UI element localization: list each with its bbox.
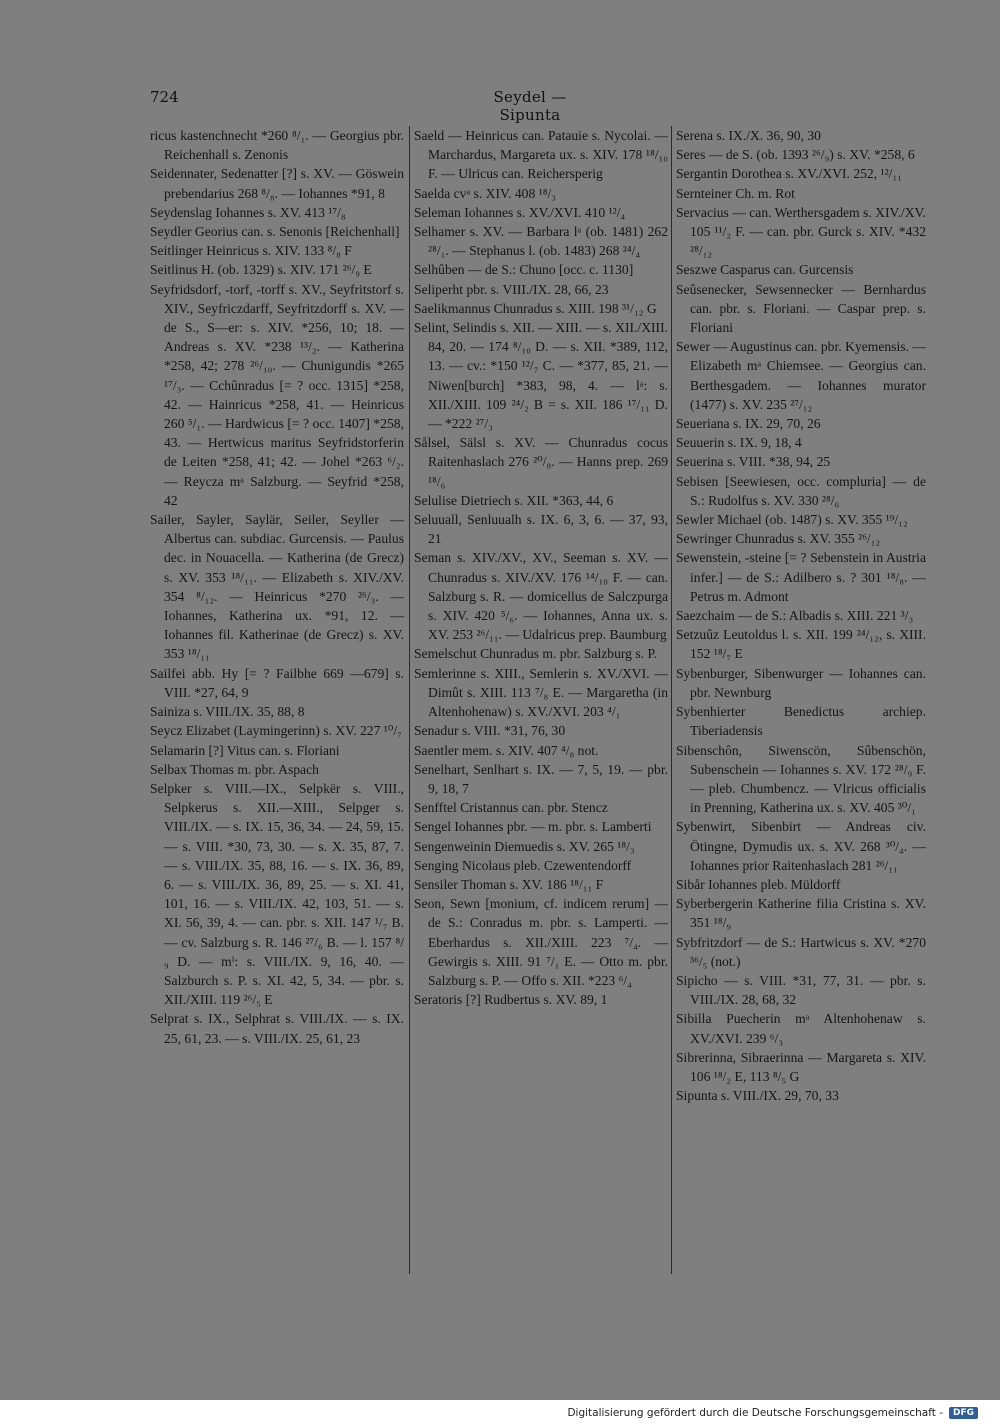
column-2: [414, 126, 668, 1009]
index-entry: Semelschut Chunradus m. pbr. Salzburg s. P.: [414, 646, 657, 662]
funding-notice: Digitalisierung gefördert durch die Deutsche Forschungsgemeinschaft -: [567, 1407, 943, 1419]
index-entry: Saelikmannus Chunradus s. XIII. 198 ³¹/₁₂ G: [414, 300, 657, 316]
index-entry: Seleman Iohannes s. XV./XVI. 410 ¹²/₄: [414, 204, 626, 220]
index-entry: Seuerina s. VIII. *38, 94, 25: [676, 454, 831, 470]
index-entry: Seyfridsdorf, -torf, -torff s. XV., Seyfritstorf s. XIV., Seyfriczdarff, Seyfritzdorff s. XV. — de S., S—er: s. XIV. *256, 10; 18. — Andreas s. XV. *238 ¹³/₂. — Katherina *258, 42; 278 ²⁶/₁₀. — Chunigundis *265 ¹⁷/₃. — Cchûnradus [= ? occ. 1315] *258, 42. — Hainricus *258, 41. — Heinricus 260 ⁵/₁. — Hardwicus [= ? occ. 1407] *258, 43. — Hertwicus maritus Seyfridstorferin de Leiten *258, 41; 42. — Johel *263 ⁶/₂. — Reycza mᵃ Salzburg. — Seyfrid *258, 42: [150, 281, 404, 508]
index-entry: Sibilla Puecherin mᵃ Altenhohenaw s. XV./XVI. 239 ⁶/₃: [676, 1011, 926, 1046]
index-entry: Sewer — Augustinus can. pbr. Kyemensis. — Elizabeth mᵃ Chiemsee. — Georgius can. Berthesgadem. — Iohannes murator (1477) s. XV. 235 ²⁷/₁₂: [676, 339, 926, 412]
index-entry: Sailer, Sayler, Saylär, Seiler, Seyller — Albertus can. subdiac. Gurcensis. — Paulus dec. in Nouacella. — Katherina (de Grecz) s. XV. 353 ¹⁸/₁₁. — Elizabeth s. XIV./XV. 354 ⁸/₁₂. — Heinricus *270 ²⁶/₃. — Iohannes, Katherina ux. *91, 12. — Iohannes fil. Katherinae (de Grecz) s. XV. 353 ¹⁸/₁₁: [150, 512, 404, 662]
index-entry: Selprat s. IX., Selphrat s. VIII./IX. — s. IX. 25, 61, 23. — s. VIII./IX. 25, 61, 23: [150, 1011, 404, 1046]
column-divider: [671, 126, 672, 1274]
index-entry: Senadur s. VIII. *31, 76, 30: [414, 723, 566, 739]
index-entry: Sensiler Thoman s. XV. 186 ¹⁸/₁₁ F: [414, 876, 604, 892]
index-entry: Sengel Iohannes pbr. — m. pbr. s. Lamberti: [414, 819, 652, 835]
index-entry: Sewringer Chunradus s. XV. 355 ²⁶/₁₂: [676, 531, 881, 547]
index-entry: Semlerinne s. XIII., Semlerin s. XV./XVI. — Dimût s. XIII. 113 ⁷/₈ E. — Margaretha (in Altenhohenaw) s. XV./XVI. 203 ⁴/₁: [414, 665, 668, 720]
index-entry: Sergantin Dorothea s. XV./XVI. 252, ¹²/₁₁: [676, 166, 902, 182]
index-entry: Seratoris [?] Rudbertus s. XV. 89, 1: [414, 992, 608, 1008]
index-entry: Sybfritzdorf — de S.: Hartwicus s. XV. *270 ³⁶/₅ (not.): [676, 934, 926, 969]
index-entry: Serena s. IX./X. 36, 90, 30: [676, 128, 821, 143]
index-entry: Sålsel, Sälsl s. XV. — Chunradus cocus Raitenhaslach 276 ²⁰/₈. — Hanns prep. 269 ¹⁸/₆: [414, 435, 668, 489]
index-entry: Sybenhierter Benedictus archiep. Tiberiadensis: [676, 704, 926, 739]
index-entry: Selulise Dietriech s. XII. *363, 44, 6: [414, 492, 614, 508]
index-entry: Saentler mem. s. XIV. 407 ⁴/₈ not.: [414, 742, 599, 758]
index-entry: Seueriana s. IX. 29, 70, 26: [676, 416, 821, 432]
index-entry: Seitlinger Heinricus s. XIV. 133 ⁸/₈ F: [150, 243, 352, 259]
index-entry: Sybenburger, Sibenwurger — Iohannes can. pbr. Newnburg: [676, 665, 926, 700]
index-entry: Sainiza s. VIII./IX. 35, 88, 8: [150, 704, 305, 720]
funding-footer: [567, 1405, 978, 1421]
index-entry: Sibår Iohannes pleb. Müldorff: [676, 876, 841, 892]
index-entry: Sybenwirt, Sibenbirt — Andreas civ. Ötingne, Dymudis ux. s. XV. 268 ³⁰/₄. — Iohannes prior Raitenhaslach 281 ²⁶/₁₁: [676, 819, 926, 873]
index-entry: Seuuerin s. IX. 9, 18, 4: [676, 435, 802, 451]
index-entry: Seliperht pbr. s. VIII./IX. 28, 66, 23: [414, 281, 609, 297]
index-entry: Seycz Elizabet (Laymingerinn) s. XV. 227 ¹⁰/₇: [150, 723, 402, 739]
index-entry: Seman s. XIV./XV., XV., Seeman s. XV. — Chunradus s. XIV./XV. 176 ¹⁴/₁₀ F. — can. Salzburg s. R. — domicellus de Salczpurga s. XIV. 420 ⁵/₆. — Iohannes, Anna ux. s. XV. 253 ²⁶/₁₁. — Udalricus prep. Baumburg: [414, 550, 668, 643]
column-divider: [409, 126, 410, 1274]
index-entry: Saeld — Heinricus can. Patauie s. Nycolai. — Marchardus, Margareta ux. s. XIV. 178 ¹⁸/₁₀ F. — Ulricus can. Reichersperig: [414, 128, 668, 182]
index-entry: Selhamer s. XV. — Barbara lᵃ (ob. 1481) 262 ²⁸/₁. — Stephanus l. (ob. 1483) 268 ²⁴/₄: [414, 224, 668, 259]
page-header: [150, 88, 900, 124]
dfg-logo[interactable]: DFG: [949, 1407, 978, 1419]
index-entry: Selpker s. VIII.—IX., Selpkër s. VIII., Selpkerus s. XII.—XIII., Selpger s. VIII./IX. — s. IX. 15, 36, 34. — 24, 59, 15. — s. VIII. *30, 73, 30. — s. X. 35, 87, 7. — s. VIII./IX. 35, 88, 16. — s. IX. 36, 89, 6. — s. VIII./IX. 36, 89, 25. — s. XI. 41, 101, 16. — s. VIII./IX. 42, 103, 51. — s. XI. 56, 39, 4. — can. pbr. s. XII. 147 ¹/₇ B. — cv. Salzburg s. R. 146 ²⁷/₆ B. — l. 157 ⁸/₉ D. — mⁱ: s. VIII./IX. 9, 16, 40. — Salzburch s. P. s. XI. 42, 5, 34. — pbr. s. XII./XIII. 119 ²⁶/₅ E: [150, 780, 404, 1008]
running-head: Seydel — Sipunta: [493, 88, 567, 124]
index-entry: Selamarin [?] Vitus can. s. Floriani: [150, 742, 340, 758]
index-entry: Saezchaim — de S.: Albadis s. XIII. 221 ³/₃: [676, 608, 914, 624]
index-entry: Seûsenecker, Sewsennecker — Bernhardus can. pbr. s. Floriani. — Caspar prep. s. Floriani: [676, 281, 926, 336]
index-entry: Sewenstein, -steine [= ? Sebenstein in Austria infer.] — de S.: Adilbero s. ? 301 ¹⁸/₈. — Petrus m. Admont: [676, 550, 926, 604]
index-entry: ricus kastenchnecht *260 ⁸/₁. — Georgius pbr. Reichenhall s. Zenonis: [150, 128, 404, 163]
index-entry: Sipicho — s. VIII. *31, 77, 31. — pbr. s. VIII./IX. 28, 68, 32: [676, 972, 926, 1008]
index-entry: Sengenweinin Diemuedis s. XV. 265 ¹⁸/₃: [414, 838, 635, 854]
index-entry: Servacius — can. Werthersgadem s. XIV./XV. 105 ¹¹/₂ F. — can. pbr. Gurck s. XIV. *432 ²⁸/₁₂: [676, 204, 926, 259]
index-entry: Seydenslag Iohannes s. XV. 413 ¹⁷/₈: [150, 204, 346, 220]
page-number: 724: [150, 88, 179, 106]
index-entry: Sewler Michael (ob. 1487) s. XV. 355 ¹⁹/₁₂: [676, 512, 908, 528]
column-3: [676, 126, 926, 1105]
index-entry: Seitlinus H. (ob. 1329) s. XIV. 171 ²⁶/₉ E: [150, 262, 372, 278]
column-1: [150, 126, 404, 1048]
index-entry: Senging Nicolaus pleb. Czewentendorff: [414, 857, 632, 873]
index-entry: Sibenschôn, Siwenscön, Sûbenschön, Subenschein — Iohannes s. XV. 172 ²⁸/₉ F. — pleb. Chumbencz. — Vlricus officialis in Prenning, Katherina ux. s. XV. 405 ³⁰/₁: [676, 742, 926, 816]
index-entry: Seres — de S. (ob. 1393 ²⁶/₉) s. XV. *258, 6: [676, 147, 915, 163]
index-entry: Sibrerinna, Sibraerinna — Margareta s. XIV. 106 ¹⁸/₂ E, 113 ⁸/₅ G: [676, 1049, 926, 1084]
index-entry: Syberbergerin Katherine filia Cristina s. XV. 351 ¹⁸/₉: [676, 896, 926, 931]
index-entry: Selint, Selindis s. XII. — XIII. — s. XII./XIII. 84, 20. — 174 ⁸/₁₀ D. — s. XII. *389, 112, 13. — cv.: *150 ¹²/₇ C. — *377, 85, 21. — Niwen[burch] *383, 98, 4. — lᵃ: s. XII./XIII. 109 ²⁴/₂ B = s. XII. 186 ¹⁷/₁₁ D. — *222 ²⁷/₃: [414, 320, 668, 432]
index-entry: Senfftel Cristannus can. pbr. Stencz: [414, 800, 608, 816]
index-entry: Setzuûz Leutoldus l. s. XII. 199 ²⁴/₁₂, s. XIII. 152 ¹⁸/₇ E: [676, 627, 926, 662]
index-entry: Selhûben — de S.: Chuno [occ. c. 1130]: [414, 262, 634, 278]
index-entry: Selbax Thomas m. pbr. Aspach: [150, 761, 319, 777]
index-entry: Sebisen [Seewiesen, occ. compluria] — de S.: Rudolfus s. XV. 330 ²⁸/₆: [676, 473, 926, 508]
index-entry: Seydler Georius can. s. Senonis [Reichenhall]: [150, 224, 400, 240]
index-entry: Saelda cvᵃ s. XIV. 408 ¹⁸/₃: [414, 185, 556, 201]
index-entry: Seon, Sewn [monium, cf. indicem rerum] — de S.: Conradus m. pbr. s. Lamperti. — Eberhardus s. XII./XIII. 223 ⁷/₄. — Gewirgis s. XIII. 91 ⁷/₁ E. — Otto m. pbr. Salzburg s. P. — Offo s. XII. *223 ⁶/₄: [414, 896, 668, 988]
index-entry: Seszwe Casparus can. Gurcensis: [676, 262, 854, 278]
index-entry: Sernteiner Ch. m. Rot: [676, 185, 795, 201]
index-entry: Senelhart, Senlhart s. IX. — 7, 5, 19. — pbr. 9, 18, 7: [414, 761, 668, 796]
index-entry: Sipunta s. VIII./IX. 29, 70, 33: [676, 1088, 839, 1104]
index-entry: Sailfei abb. Hy [= ? Failbhe 669 —679] s. VIII. *27, 64, 9: [150, 665, 404, 700]
index-entry: Seidennater, Sedenatter [?] s. XV. — Göswein prebendarius 268 ⁸/₈. — Iohannes *91, 8: [150, 166, 404, 201]
index-entry: Seluuall, Senluualh s. IX. 6, 3, 6. — 37, 93, 21: [414, 512, 668, 547]
